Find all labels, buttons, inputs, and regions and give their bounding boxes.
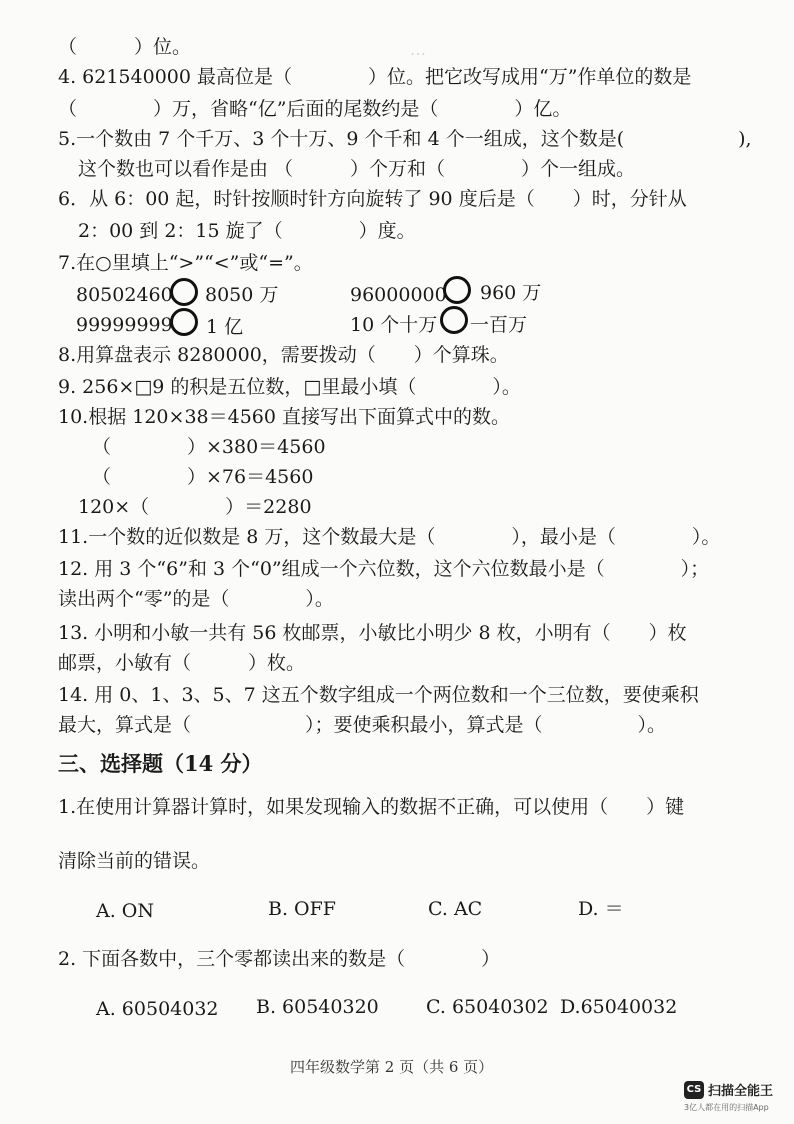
choice-2-option-d[interactable]: D.65040032: [560, 996, 678, 1018]
question-14-line-2: 最大，算式是（ ）；要使乘积最小，算式是（ ）。: [58, 714, 667, 736]
choice-1-option-c[interactable]: C. AC: [428, 898, 483, 920]
camscanner-icon: CS: [684, 1081, 704, 1099]
scanner-watermark: [684, 1080, 773, 1099]
page-footer: 四年级数学第 2 页（共 6 页）: [290, 1058, 494, 1076]
question-6-line-2: 2：00 到 2：15 旋了（ ）度。: [78, 220, 416, 242]
section-3-title: 三、选择题（14 分）: [58, 751, 263, 776]
choice-2-option-c[interactable]: C. 65040302: [426, 996, 549, 1018]
question-6-line-1: 6．从 6：00 起，时针按顺时针方向旋转了 90 度后是（ ）时，分针从: [58, 188, 687, 210]
choice-1-line-2: 清除当前的错误。: [58, 850, 211, 872]
question-11: 11.一个数的近似数是 8 万，这个数最大是（ ），最小是（ ）。: [58, 526, 721, 548]
compare-r1-left: 80502460: [76, 284, 173, 306]
choice-2-option-a[interactable]: A. 60504032: [96, 998, 219, 1020]
line-prev-question-end: （ ）位。: [58, 36, 192, 58]
choice-2-question: 2. 下面各数中，三个零都读出来的数是（ ）: [58, 948, 501, 970]
choice-2-option-b[interactable]: B. 60540320: [256, 996, 379, 1018]
question-12-line-2: 读出两个“零”的是（ ）。: [58, 588, 334, 610]
choice-1-line-1: 1.在使用计算器计算时，如果发现输入的数据不正确，可以使用（ ）键: [58, 796, 685, 818]
watermark-name: 扫描全能王: [708, 1084, 774, 1099]
question-4-line-2: （ ）万，省略“亿”后面的尾数约是（ ）亿。: [58, 98, 572, 120]
question-10-item-a: （ ）×380＝4560: [92, 436, 326, 458]
compare-circle-3[interactable]: [170, 308, 198, 336]
choice-1-option-d[interactable]: D. ＝: [578, 898, 624, 920]
question-5-line-1: 5.一个数由 7 个千万、3 个十万、9 个千和 4 个一组成，这个数是( ),: [58, 128, 752, 150]
compare-r1-left-value: 8050 万: [205, 284, 279, 306]
compare-r2-right: 10 个十万: [350, 314, 438, 336]
compare-circle-2[interactable]: [443, 276, 471, 304]
choice-1-option-a[interactable]: A. ON: [96, 900, 155, 922]
bleed-through-text: …: [410, 40, 426, 59]
question-8: 8.用算盘表示 8280000，需要拨动（ ）个算珠。: [58, 344, 509, 366]
question-10-item-b: （ ）×76＝4560: [92, 466, 314, 488]
compare-r1-right: 96000000: [350, 284, 447, 306]
compare-circle-1[interactable]: [170, 278, 198, 306]
question-13-line-2: 邮票，小敏有（ ）枚。: [58, 652, 306, 674]
question-12-line-1: 12. 用 3 个“6”和 3 个“0”组成一个六位数，这个六位数最小是（ ）；: [58, 558, 710, 580]
question-4-line-1: 4. 621540000 最高位是（ ）位。把它改写成用“万”作单位的数是: [58, 66, 692, 88]
compare-r2-left-value: 1 亿: [206, 316, 244, 338]
compare-r2-left: 99999999: [76, 314, 173, 336]
question-7-title: 7.在○里填上“>”“<”或“=”。: [58, 252, 313, 274]
compare-r2-right-value: 一百万: [470, 314, 528, 336]
compare-r1-right-value: 960 万: [480, 282, 542, 304]
question-10-title: 10.根据 120×38＝4560 直接写出下面算式中的数。: [58, 406, 511, 428]
choice-1-option-b[interactable]: B. OFF: [268, 898, 336, 920]
compare-circle-4[interactable]: [440, 306, 468, 334]
question-14-line-1: 14. 用 0、1、3、5、7 这五个数字组成一个两位数和一个三位数，要使乘积: [58, 684, 699, 706]
question-9: 9. 256×□9 的积是五位数，□里最小填（ ）。: [58, 376, 521, 398]
question-5-line-2: 这个数也可以看作是由 （ ）个万和（ ）个一组成。: [78, 158, 636, 180]
question-10-item-c: 120×（ ）＝2280: [78, 496, 312, 518]
watermark-tagline: 3亿人都在用的扫描App: [684, 1103, 769, 1112]
question-13-line-1: 13. 小明和小敏一共有 56 枚邮票，小敏比小明少 8 枚，小明有（ ）枚: [58, 622, 687, 644]
